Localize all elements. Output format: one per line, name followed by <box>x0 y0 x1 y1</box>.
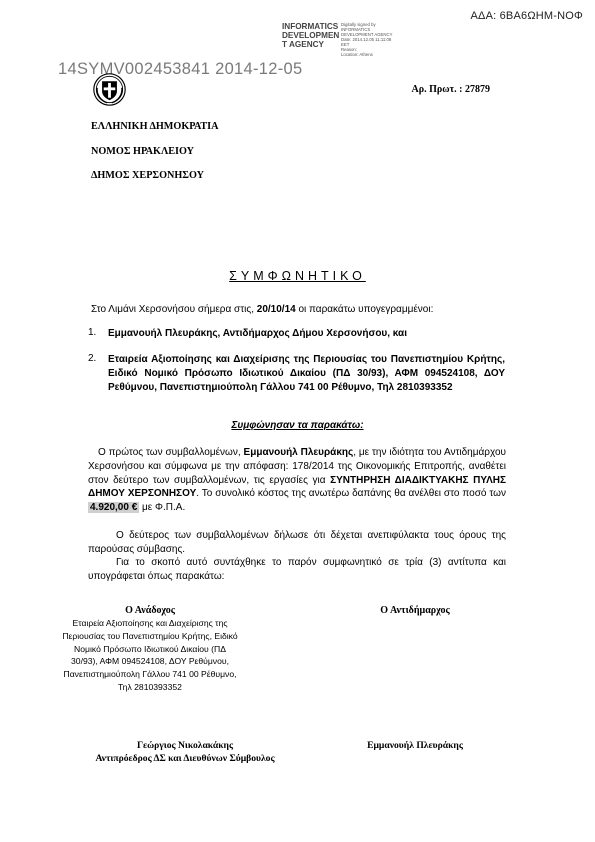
deputy-mayor-name: Εμμανουήλ Πλευράκης <box>243 447 354 458</box>
project-title: ΣΥΝΤΗΡΗΣΗ ΔΙΑΔΙΚΤΥΑΚΗΣ ΠΥΛΗΣ ΔΗΜΟΥ ΧΕΡΣΟΝΗΣΟΥ <box>88 474 506 500</box>
intro-text-before: Στο Λιμάνι Χερσονήσου σήμερα στις, <box>91 304 257 315</box>
header-republic: ΕΛΛΗΝΙΚΗ ΔΗΜΟΚΡΑΤΙΑ <box>91 121 219 132</box>
contractor-details: Εταιρεία Αξιοποίησης και Διαχείρισης της Περιουσίας του Πανεπιστημίου Κρήτης, Ειδικό Νομικό Πρόσωπο Ιδιωτικού Δικαίου (ΠΔ 30/93), ΑΦΜ 094524108, ΔΟΥ Ρεθύμνου, Πανεπιστημιούπολη Γάλλου 741 00 Ρέθυμνο, Τηλ 2810393352 <box>62 618 238 692</box>
contractor-heading: Ο Ανάδοχος <box>125 605 175 616</box>
contractor-signer-name: Γεώργιος Νικολακάκης <box>136 740 234 751</box>
copies-paragraph: Για το σκοπό αυτό συντάχθηκε το παρόν συμφωνητικό σε τρία (3) αντίτυπα και υπογράφεται όπως παρακάτω: <box>88 557 506 582</box>
protocol-number: Αρ. Πρωτ. : 27879 <box>411 84 490 95</box>
party-1-number: 1. <box>88 327 97 338</box>
signature-detail-line: Date: 2014.12.05 11:11:08 <box>341 37 392 42</box>
agreement-paragraph <box>88 446 506 515</box>
acceptance-paragraph: Ο δεύτερος των συμβαλλομένων δήλωσε ότι δέχεται ανεπιφύλακτα τους όρους της παρούσας σύμβασης. <box>88 530 506 555</box>
document-watermark: 14SYMV002453841 2014-12-05 <box>58 60 303 78</box>
document-title: ΣΥΜΦΩΝΗΤΙΚΟ <box>229 269 366 283</box>
signature-detail-line: DEVELOPMENT AGENCY <box>341 32 393 37</box>
signature-signer-line: T AGENCY <box>282 40 325 49</box>
signature-detail-line: EET <box>341 42 350 47</box>
para1-text: με Φ.Π.Α. <box>139 502 186 514</box>
party-1-text: Εμμανουήλ Πλευράκης, Αντιδήμαρχος Δήμου Χερσονήσου, και <box>108 328 407 339</box>
para1-text: . Το συνολικό κόστος της ανωτέρω δαπάνης θα ανέλθει στο ποσό των <box>196 488 506 500</box>
intro-line <box>91 304 433 315</box>
signature-detail-line: Digitally signed by <box>341 22 376 27</box>
contractor-signer-role: Αντιπρόεδρος ΔΣ και Διευθύνων Σύμβουλος <box>95 753 275 764</box>
signature-signer-line: INFORMATICS <box>282 22 339 31</box>
signature-detail-line: INFORMATICS <box>341 27 371 32</box>
party-2-number: 2. <box>88 353 97 364</box>
header-municipality: ΔΗΜΟΣ ΧΕΡΣΟΝΗΣΟΥ <box>91 170 204 181</box>
deputy-mayor-signer-name: Εμμανουήλ Πλευράκης <box>367 740 463 751</box>
digital-signature-signer <box>282 22 339 49</box>
greek-coat-of-arms-icon <box>93 73 126 106</box>
deputy-mayor-heading: Ο Αντιδήμαρχος <box>380 605 450 616</box>
ada-code: ΑΔΑ: 6ΒΑ6ΩΗΜ-ΝΟΦ <box>470 10 583 22</box>
agreed-heading: Συμφώνησαν τα παρακάτω: <box>231 420 364 431</box>
intro-date: 20/10/14 <box>256 304 296 315</box>
intro-text-after: οι παρακάτω υπογεγραμμένοι: <box>295 304 434 315</box>
para1-text: Ο πρώτος των συμβαλλομένων, <box>98 447 244 458</box>
digital-signature-details <box>341 22 431 57</box>
header-prefecture: ΝΟΜΟΣ ΗΡΑΚΛΕΙΟΥ <box>91 146 195 157</box>
party-2-text: Εταιρεία Αξιοποίησης και Διαχείρισης της Περιουσίας του Πανεπιστημίου Κρήτης, Ειδικό Νομικό Πρόσωπο Ιδιωτικού Δικαίου (ΠΔ 30/93), ΑΦΜ 094524108, ΔΟΥ Ρεθύμνου, Πανεπιστημιούπολη Γάλλου 741 00 Ρέθυμνο, Τηλ 2810393352 <box>108 354 505 393</box>
signature-signer-line: DEVELOPMEN <box>282 31 340 40</box>
para1-text: , με την ιδιότητα του Αντιδημάρχου Χερσονήσου και σύμφωνα με την απόφαση: 178/2014 της Οικονομικής Επιτροπής, αναθέτει στον δεύτερο των συμβαλλομένων, τις εργασίες για <box>88 447 506 486</box>
signature-detail-line: Location: Athens <box>341 52 373 57</box>
signature-detail-line: Reason: <box>341 47 358 52</box>
total-amount: 4.920,00 € <box>90 502 138 514</box>
